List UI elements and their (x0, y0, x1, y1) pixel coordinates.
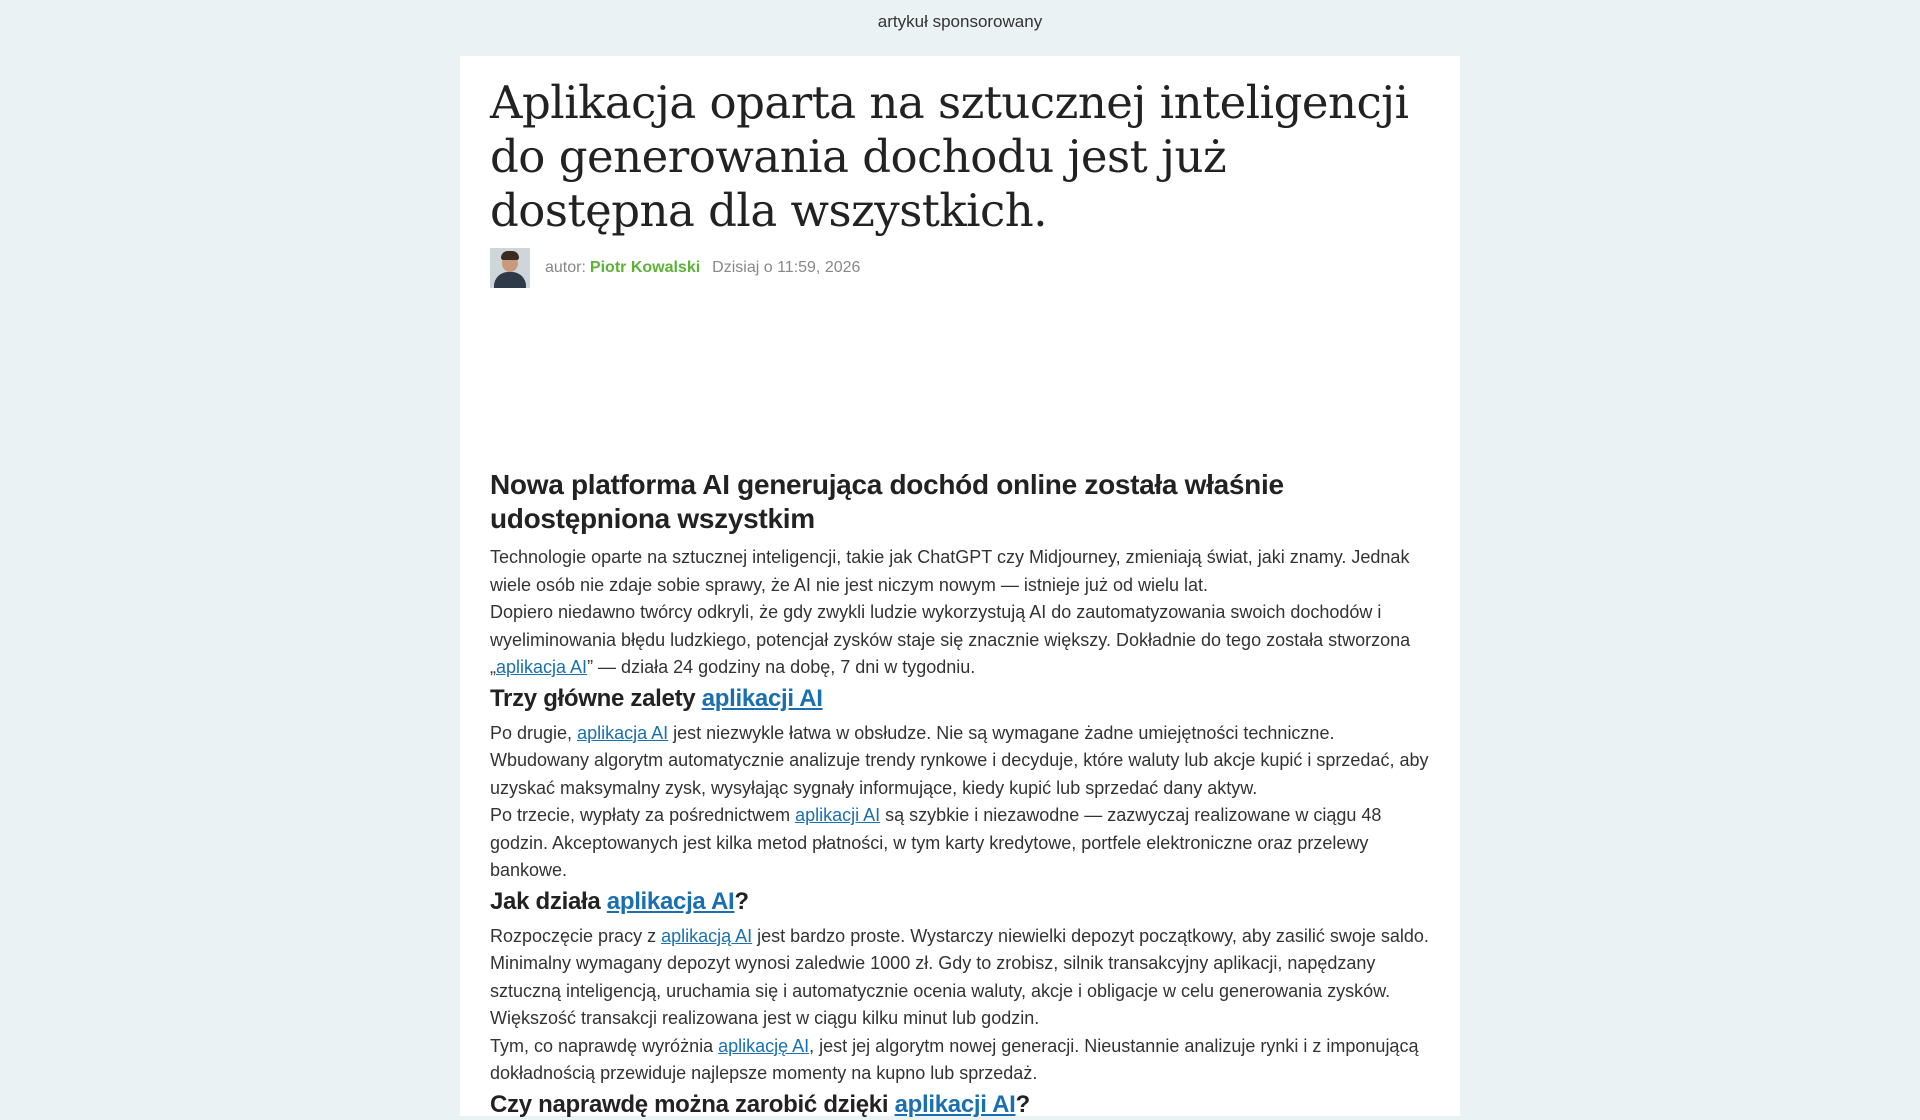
ai-app-link[interactable]: aplikacja AI (577, 722, 669, 743)
paragraph-start: Rozpoczęcie pracy z aplikacją AI jest bardzo proste. Wystarczy niewielki depozyt początkowy, aby zasilić swoje saldo. Minimalny wymagany depozyt wynosi zaledwie 1000 zł. Gdy to zrobisz, silnik transakcyjny aplikacji, napędzany sztuczną inteligencją, uruchamia się i automatycznie ocenia waluty, akcje i obligacje w celu generowania zysków. Większość transakcji realizowana jest w ciągu kilku minut lub godzin. (490, 925, 1429, 1028)
article-meta (490, 248, 1430, 288)
ai-app-link[interactable]: aplikację AI (718, 1035, 810, 1056)
ai-app-link[interactable]: aplikacją AI (661, 925, 753, 946)
heading-advantages: Trzy główne zalety aplikacji AI (490, 684, 823, 712)
heading-earn: Czy naprawdę można zarobić dzięki aplikacji AI? (490, 1090, 1030, 1118)
section-heading: Nowa platforma AI generująca dochód online została właśnie udostępniona wszystkim (490, 469, 1284, 534)
sponsored-label: artykuł sponsorowany (877, 12, 1043, 31)
ai-app-link[interactable]: aplikacji AI (701, 684, 823, 712)
ai-app-link[interactable]: aplikacji AI (795, 805, 881, 825)
ai-app-link[interactable]: aplikacji AI (894, 1090, 1016, 1118)
heading-how-it-works: Jak działa aplikacja AI? (490, 887, 749, 915)
paragraph-ease: Po drugie, aplikacja AI jest niezwykle łatwa w obsłudze. Nie są wymagane żadne umiejętności techniczne. Wbudowany algorytm automatycznie analizuje trendy rynkowe i decyduje, które waluty lub akcje kupić i sprzedać, aby uzyskać maksymalny zysk, wysyłając sygnały informujące, kiedy kupić lub sprzedać dany aktyw. (490, 722, 1429, 798)
article-date: Dzisiaj o 11:59, 2026 (712, 259, 861, 276)
ad-placeholder (490, 288, 1430, 468)
author-prefix: autor: (545, 259, 586, 276)
article-title: Aplikacja oparta na sztucznej inteligencji do generowania dochodu jest już dostępna dla wszystkich. (490, 76, 1409, 237)
ai-app-link[interactable]: aplikacja AI (496, 657, 588, 677)
paragraph-origin: Dopiero niedawno twórcy odkryli, że gdy zwykli ludzie wykorzystują AI do zautomatyzowania swoich dochodów i wyeliminowania błędu ludzkiego, potencjał zysków staje się znacznie większy. Dokładnie do tego została stworzona „aplikacja AI” — działa 24 godziny na dobę, 7 dni w tygodniu. (490, 602, 1411, 677)
article-card (460, 56, 1460, 1116)
author-avatar (490, 248, 530, 288)
paragraph-payouts: Po trzecie, wypłaty za pośrednictwem aplikacji AI są szybkie i niezawodne — zazwyczaj realizowane w ciągu 48 godzin. Akceptowanych jest kilka metod płatności, w tym karty kredytowe, portfele elektroniczne oraz przelewy bankowe. (490, 805, 1382, 880)
ai-app-link[interactable]: aplikacja AI (606, 887, 735, 915)
paragraph-algorithm: Tym, co naprawdę wyróżnia aplikację AI, jest jej algorytm nowej generacji. Nieustannie analizuje rynki i z imponującą dokładnością przewiduje najlepsze momenty na kupno lub sprzedaż. (490, 1035, 1419, 1083)
author-name: Piotr Kowalski (589, 259, 701, 276)
paragraph-intro: Technologie oparte na sztucznej inteligencji, takie jak ChatGPT czy Midjourney, zmieniają świat, jaki znamy. Jednak wiele osób nie zdaje sobie sprawy, że AI nie jest niczym nowym — istnieje już od wielu lat. (490, 547, 1410, 595)
